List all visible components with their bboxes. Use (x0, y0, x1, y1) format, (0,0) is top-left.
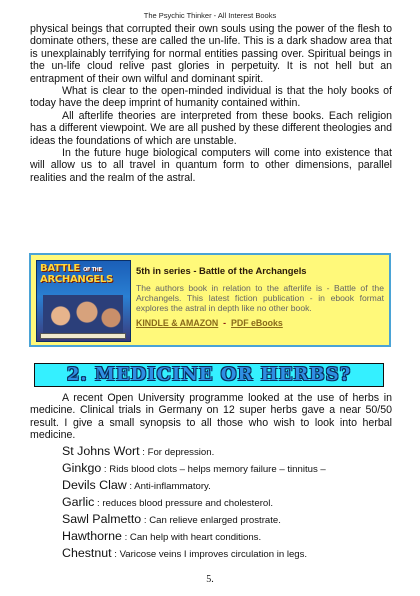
herb-description: : reduces blood pressure and cholesterol. (94, 498, 274, 509)
book-cover-image[interactable] (36, 260, 131, 342)
list-item (62, 476, 402, 493)
advert-links (136, 318, 384, 328)
body-text (30, 23, 392, 184)
herb-name: Ginkgo (62, 461, 102, 475)
herb-description: : Can relieve enlarged prostrate. (141, 515, 281, 526)
paragraph: In the future huge biological computers will come into existence that will allow us to all travel in quantum form to other dimensions, parallel realities and the realm of the astral. (30, 147, 392, 184)
page-number: 5. (206, 574, 214, 585)
herb-list (62, 442, 402, 561)
link-separator: - (223, 318, 227, 328)
section-heading-banner (34, 363, 384, 387)
section-intro (30, 392, 392, 442)
list-item (62, 510, 402, 527)
paragraph: All afterlife theories are interpreted from these books. Each religion has a different viewpoint. We are all pushed by these different theologies and ideas the foundations of which are unstable. (30, 109, 392, 147)
herb-name: Devils Claw (62, 478, 127, 492)
advert-description: The authors book in relation to the afterlife is - Battle of the Archangels. This latest fiction publication - in ebook format explores the astral in depth like no other book. (136, 283, 384, 313)
section-heading: 2. MEDICINE OR HERBS? (66, 364, 352, 385)
list-item (62, 493, 402, 510)
book-advert (29, 253, 391, 347)
list-item (62, 442, 402, 459)
cover-artwork (43, 295, 123, 333)
list-item (62, 527, 402, 544)
running-header: The Psychic Thinker - All Interest Books (143, 11, 277, 20)
herb-name: Sawl Palmetto (62, 512, 142, 526)
herb-description: : Rids blood clots – helps memory failure – tinnitus – (101, 464, 326, 475)
kindle-amazon-link[interactable]: KINDLE & AMAZON (136, 318, 219, 328)
paragraph: physical beings that corrupted their own souls using the power of the flesh to dominate others, these are called the un-life. This is a dark shadow area that is unexplainably terrifying for normal entities passing over. Spiritual beings in the un-life cloud relive past glories in perpetuity. It is not hell but an entrapment of their own wilful and dominant spirit. (30, 23, 392, 85)
book-cover-title: BATTLE OF THE ARCHANGELS (40, 263, 113, 285)
pdf-ebooks-link[interactable]: PDF eBooks (230, 318, 283, 328)
list-item (62, 459, 402, 476)
advert-title: 5th in series - Battle of the Archangels (136, 265, 307, 276)
herb-name: St Johns Wort (62, 444, 140, 458)
paragraph: What is clear to the open-minded individual is that the holy books of today have the deep imprint of humanity contained within. (30, 85, 392, 110)
herb-description: : For depression. (139, 447, 215, 458)
herb-description: : Can help with heart conditions. (121, 532, 262, 543)
herb-name: Hawthorne (62, 529, 122, 543)
cover-author-strip (40, 333, 126, 339)
list-item (62, 544, 402, 561)
herb-description: : Varicose veins I improves circulation in legs. (111, 549, 308, 560)
herb-description: : Anti-inflammatory. (126, 481, 211, 492)
herb-name: Garlic (62, 495, 95, 509)
advert-text (136, 263, 384, 328)
paragraph: A recent Open University programme looked at the use of herbs in medicine. Clinical trials in Germany on 12 super herbs gave a near 50/50 result. I give a small synopsis to all those who wish to look into herbal medicine. (30, 392, 392, 442)
herb-name: Chestnut (62, 546, 112, 560)
